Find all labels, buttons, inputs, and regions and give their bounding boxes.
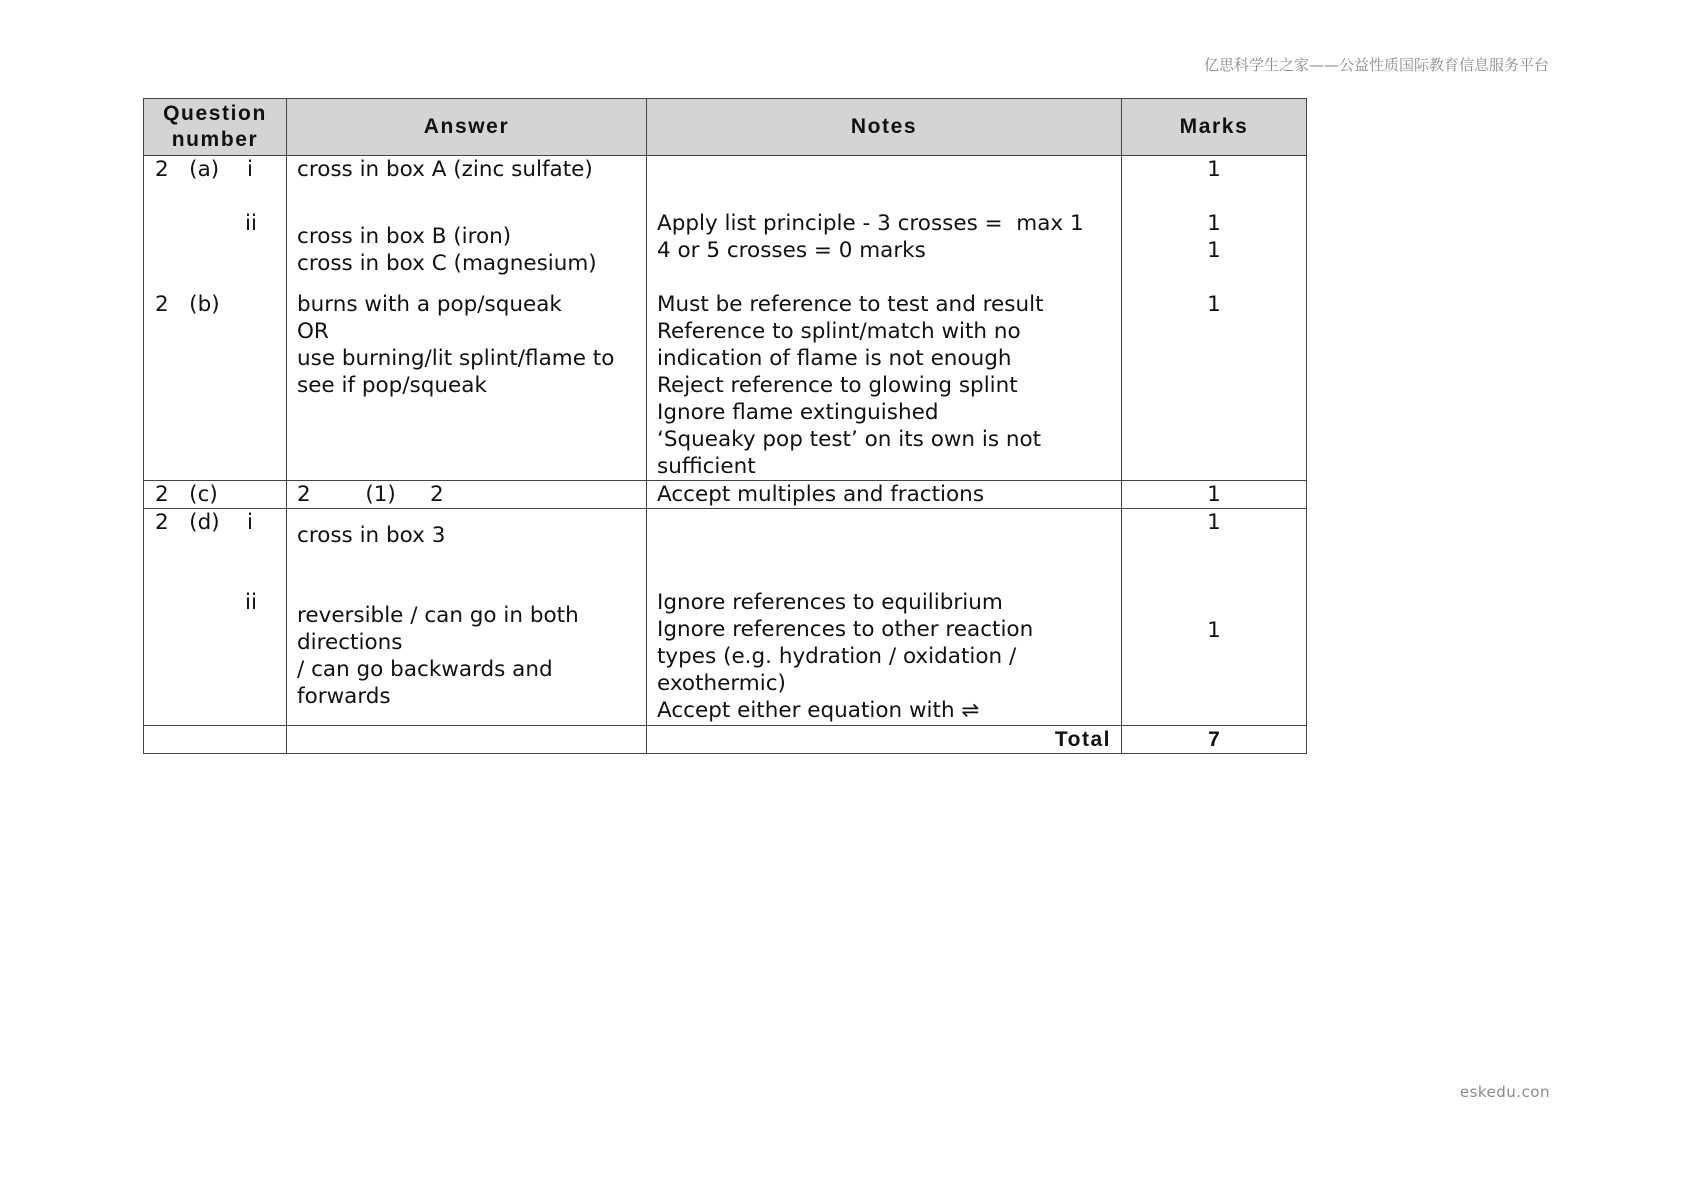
marks-cell-2d — [1122, 509, 1307, 726]
answer-text: cross in box 3 — [297, 523, 446, 548]
question-sub-ii: ii — [245, 211, 257, 236]
mark-value: 1 — [1207, 157, 1221, 182]
answer-text: / can go backwards and — [297, 657, 553, 682]
answer-text: reversible / can go in both — [297, 603, 579, 628]
question-sub-i: i — [247, 157, 253, 182]
marks-cell-2c — [1122, 481, 1307, 509]
notes-text: exothermic) — [657, 671, 786, 696]
mark-value: 1 — [1207, 618, 1221, 643]
notes-text: Apply list principle - 3 crosses = max 1 — [657, 211, 1084, 236]
total-value: 7 — [1122, 726, 1307, 754]
answer-text: cross in box A (zinc sulfate) — [297, 157, 593, 182]
total-empty-cell — [144, 726, 287, 754]
table-row-2a-2b — [144, 156, 1307, 481]
notes-cell-2c — [647, 481, 1122, 509]
notes-text: indication of flame is not enough — [657, 346, 1012, 371]
marks-cell-2a-2b — [1122, 156, 1307, 481]
notes-text: Ignore references to equilibrium — [657, 590, 1003, 615]
table-row-2d — [144, 509, 1307, 726]
total-empty-cell — [287, 726, 647, 754]
answer-text: OR — [297, 319, 329, 344]
notes-text: 4 or 5 crosses = 0 marks — [657, 238, 926, 263]
notes-text: Must be reference to test and result — [657, 292, 1044, 317]
answer-text: directions — [297, 630, 403, 655]
header-answer: Answer — [287, 99, 647, 156]
answer-text: forwards — [297, 684, 391, 709]
notes-text: Accept multiples and fractions — [657, 482, 985, 507]
question-sub-i: i — [247, 510, 253, 535]
notes-cell-2a-2b — [647, 156, 1122, 481]
answer-text: cross in box B (iron) — [297, 224, 512, 249]
notes-text: Reference to splint/match with no — [657, 319, 1021, 344]
notes-text: ‘Squeaky pop test’ on its own is not — [657, 427, 1042, 452]
question-number-2c: 2 (c) — [155, 482, 218, 507]
question-sub-ii: ii — [245, 590, 257, 615]
total-row — [144, 726, 1307, 754]
header-notes: Notes — [647, 99, 1122, 156]
header-question: Question number — [144, 99, 287, 156]
answer-text: cross in box C (magnesium) — [297, 251, 597, 276]
mark-value: 1 — [1207, 482, 1221, 507]
answer-text: see if pop/squeak — [297, 373, 487, 398]
notes-text: Ignore references to other reaction — [657, 617, 1034, 642]
answer-text: burns with a pop/squeak — [297, 292, 562, 317]
mark-scheme-table — [143, 98, 1307, 754]
footer-watermark: eskedu.con — [1459, 1083, 1550, 1101]
notes-text: types (e.g. hydration / oxidation / — [657, 644, 1017, 669]
question-number-2d: 2 (d) — [155, 510, 220, 535]
question-cell-2a-2b — [144, 156, 287, 481]
answer-text: 2 (1) 2 — [297, 482, 444, 507]
answer-text: use burning/lit splint/flame to — [297, 346, 615, 371]
mark-value: 1 — [1207, 211, 1221, 236]
question-number-2a: 2 (a) — [155, 157, 220, 182]
notes-text: Reject reference to glowing splint — [657, 373, 1018, 398]
mark-value: 1 — [1207, 292, 1221, 317]
question-cell-2c — [144, 481, 287, 509]
header-marks: Marks — [1122, 99, 1307, 156]
mark-value: 1 — [1207, 510, 1221, 535]
question-number-2b: 2 (b) — [155, 292, 220, 317]
question-cell-2d — [144, 509, 287, 726]
answer-cell-2a-2b — [287, 156, 647, 481]
total-label: Total — [647, 726, 1122, 754]
mark-value: 1 — [1207, 238, 1221, 263]
header-watermark: 亿思科学生之家——公益性质国际教育信息服务平台 — [1203, 56, 1549, 74]
notes-text: sufficient — [657, 454, 756, 479]
answer-cell-2d — [287, 509, 647, 726]
notes-text: Ignore flame extinguished — [657, 400, 939, 425]
table-row-2c — [144, 481, 1307, 509]
answer-cell-2c — [287, 481, 647, 509]
notes-text: Accept either equation with ⇌ — [657, 698, 980, 723]
header-row — [144, 99, 1307, 156]
notes-cell-2d — [647, 509, 1122, 726]
